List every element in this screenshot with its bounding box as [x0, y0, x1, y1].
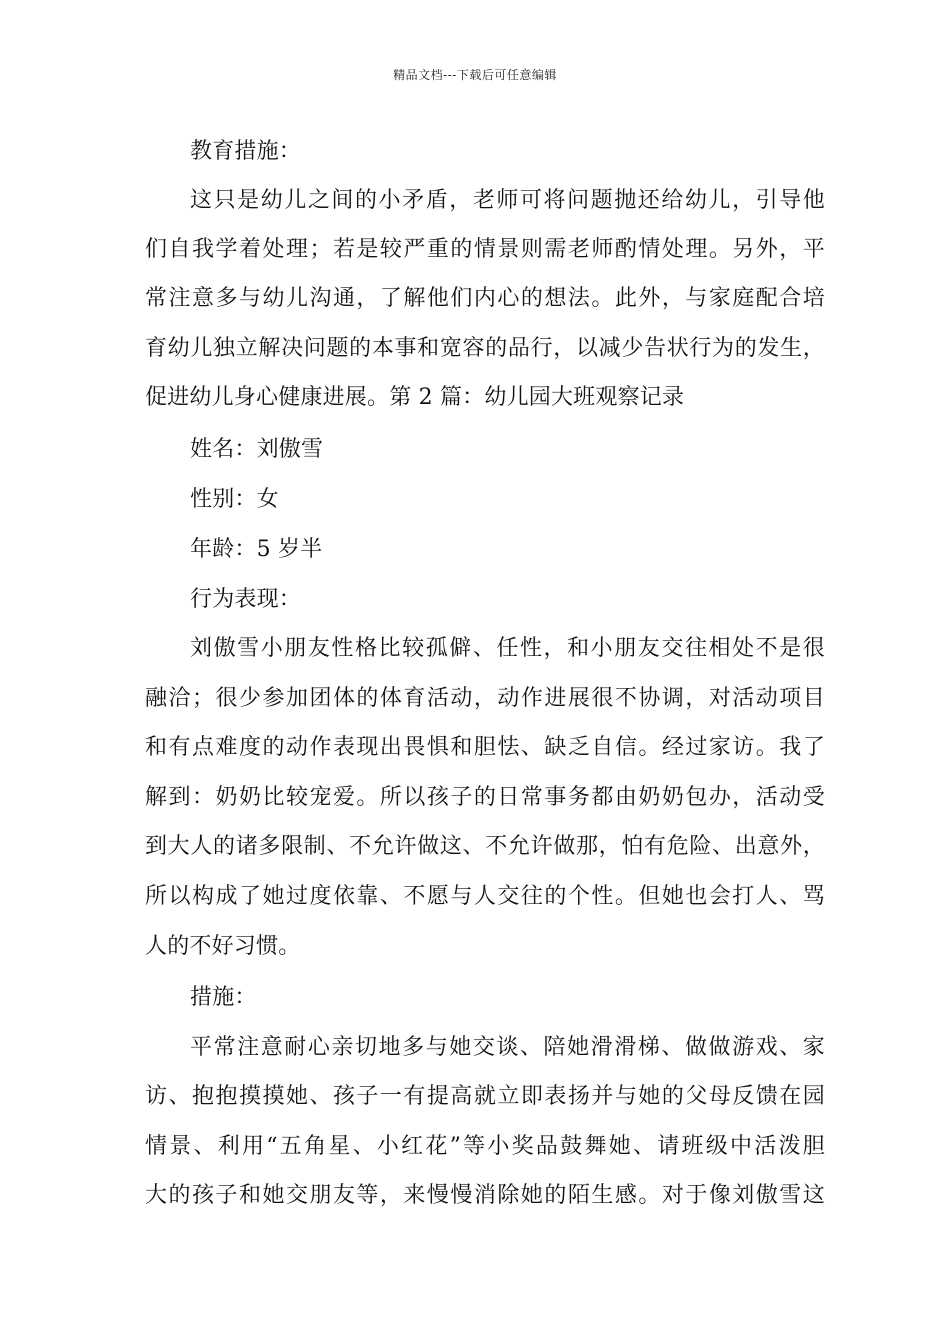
paragraph-line: 刘傲雪小朋友性格比较孤僻、任性，和小朋友交往相处不是很 [190, 636, 825, 661]
field-age: 年龄：5 岁半 [190, 537, 323, 562]
paragraph-line: 常注意多与幼儿沟通，了解他们内心的想法。此外，与家庭配合培 [145, 286, 825, 311]
section-heading-behavior: 行为表现： [190, 587, 302, 612]
section-heading-education-measures: 教育措施： [190, 139, 302, 164]
paragraph-line: 解到：奶奶比较宠爱。所以孩子的日常事务都由奶奶包办，活动受 [145, 785, 825, 810]
paragraph-line: 融洽；很少参加团体的体育活动，动作进展很不协调，对活动项目 [145, 686, 825, 711]
paragraph-line: 和有点难度的动作表现出畏惧和胆怯、缺乏自信。经过家访。我了 [145, 735, 825, 760]
paragraph-line: 情景、利用“五角星、小红花”等小奖品鼓舞她、请班级中活泼胆 [145, 1134, 825, 1159]
paragraph-line: 访、抱抱摸摸她、孩子一有提高就立即表扬并与她的父母反馈在园 [145, 1084, 825, 1109]
paragraph-line: 这只是幼儿之间的小矛盾，老师可将问题抛还给幼儿，引导他 [190, 188, 825, 213]
paragraph-line: 大的孩子和她交朋友等，来慢慢消除她的陌生感。对于像刘傲雪这 [145, 1183, 825, 1208]
paragraph-line: 到大人的诸多限制、不允许做这、不允许做那，怕有危险、出意外， [145, 834, 825, 859]
paragraph-line: 所以构成了她过度依靠、不愿与人交往的个性。但她也会打人、骂 [145, 884, 825, 909]
page-header: 精品文档---下载后可任意编辑 [393, 68, 557, 82]
paragraph-line: 们自我学着处理；若是较严重的情景则需老师酌情处理。另外，平 [145, 237, 825, 262]
field-gender: 性别：女 [190, 487, 279, 512]
paragraph-line: 促进幼儿身心健康进展。第 2 篇：幼儿园大班观察记录 [145, 385, 685, 410]
section-heading-measures: 措施： [190, 985, 257, 1010]
paragraph-line: 平常注意耐心亲切地多与她交谈、陪她滑滑梯、做做游戏、家 [190, 1035, 825, 1060]
field-name: 姓名：刘傲雪 [190, 437, 324, 462]
paragraph-line: 人的不好习惯。 [145, 934, 301, 959]
paragraph-line: 育幼儿独立解决问题的本事和宽容的品行，以减少告状行为的发生， [145, 336, 825, 361]
